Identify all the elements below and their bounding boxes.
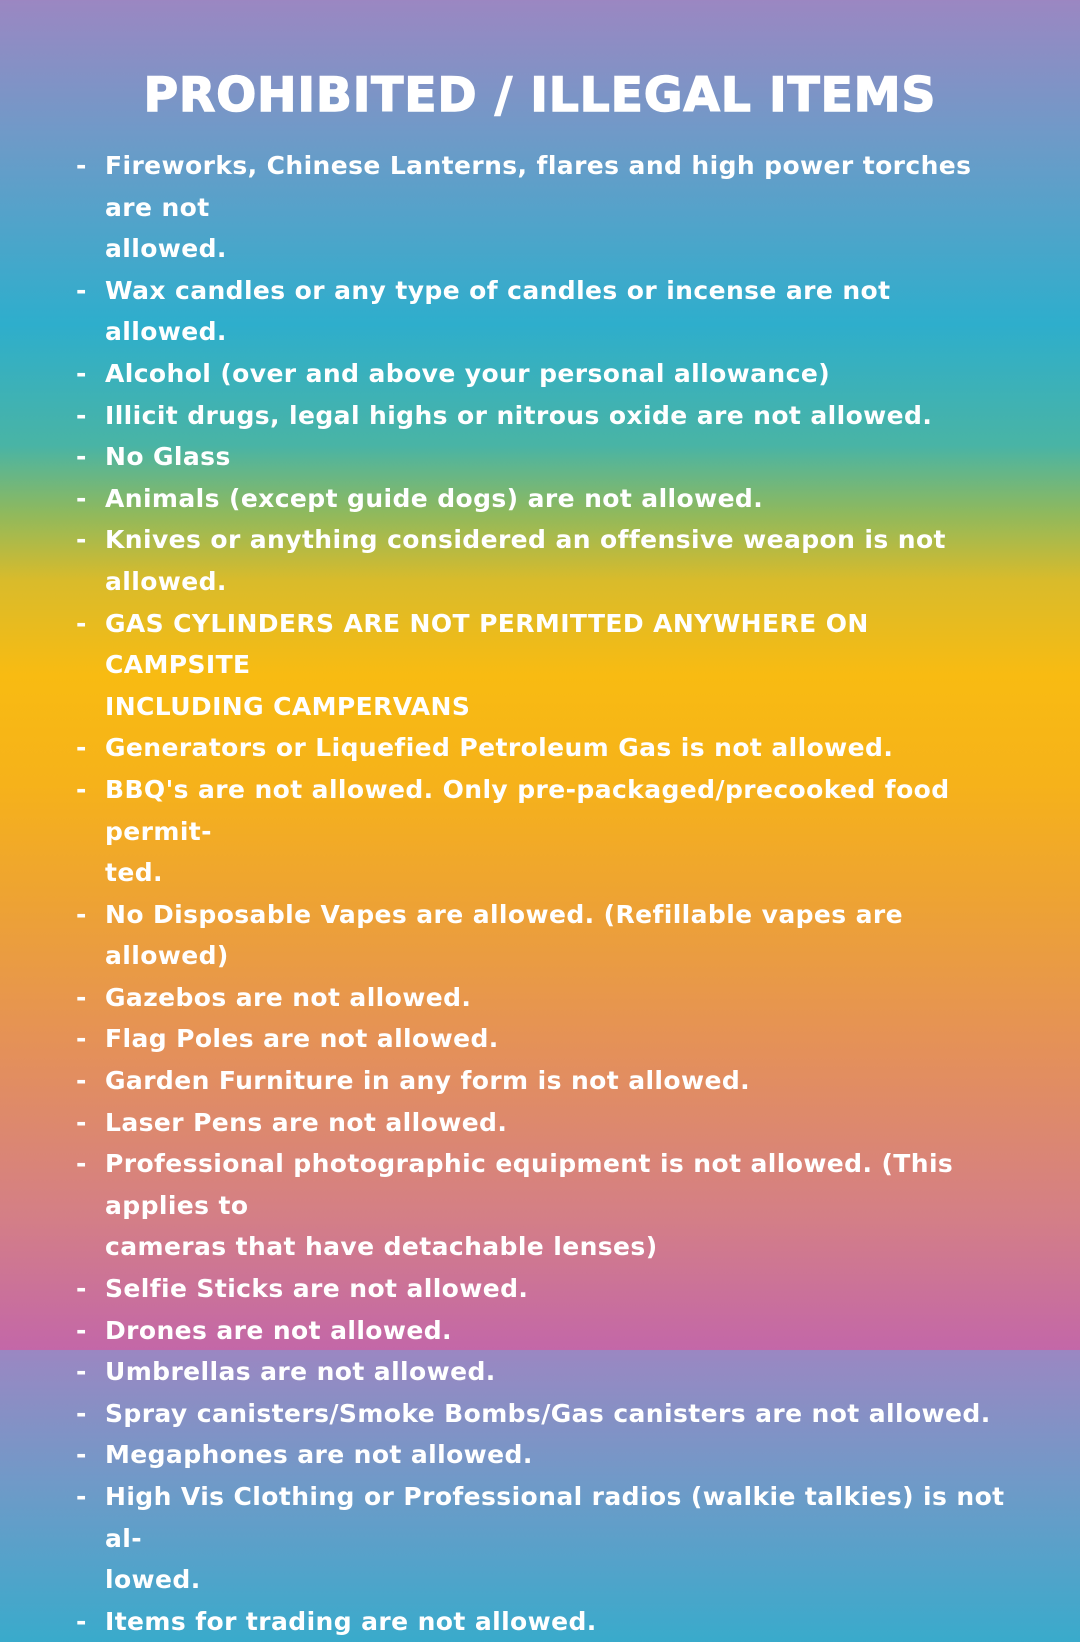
list-item-text: cameras that have detachable lenses) bbox=[105, 1232, 658, 1262]
bullet-dash: - bbox=[76, 358, 87, 388]
list-item bbox=[0, 727, 1080, 769]
list-item-text: lowed. bbox=[105, 1565, 201, 1595]
bullet-dash: - bbox=[76, 275, 87, 305]
list-item-text: Animals (except guide dogs) are not allowed. bbox=[105, 483, 764, 513]
list-item bbox=[0, 894, 1080, 977]
list-item-text: Laser Pens are not allowed. bbox=[105, 1107, 508, 1137]
list-item-text: Flag Poles are not allowed. bbox=[105, 1024, 499, 1054]
list-item bbox=[0, 1393, 1080, 1435]
list-item bbox=[0, 1351, 1080, 1393]
list-item-text: Gazebos are not allowed. bbox=[105, 982, 472, 1012]
list-item-text: Umbrellas are not allowed. bbox=[105, 1357, 496, 1387]
list-item-text: INCLUDING CAMPERVANS bbox=[105, 691, 471, 721]
bullet-dash: - bbox=[76, 400, 87, 430]
list-item-text: BBQ's are not allowed. Only pre-packaged/precooked food permit- bbox=[105, 774, 950, 846]
list-item-text: Fireworks, Chinese Lanterns, flares and high power torches are not bbox=[105, 151, 972, 222]
list-item-text: Garden Furniture in any form is not allowed. bbox=[105, 1066, 751, 1096]
list-item bbox=[0, 1143, 1080, 1268]
page-title: PROHIBITED / ILLEGAL ITEMS bbox=[143, 68, 937, 123]
list-item-text: allowed. bbox=[105, 234, 227, 264]
list-item bbox=[0, 1018, 1080, 1060]
list-item bbox=[0, 436, 1080, 478]
list-item-text: Wax candles or any type of candles or incense are not allowed. bbox=[105, 275, 891, 347]
list-item-text: Items for trading are not allowed. bbox=[105, 1606, 597, 1636]
list-item-text: GAS CYLINDERS ARE NOT PERMITTED ANYWHERE ON CAMPSITE bbox=[105, 608, 869, 680]
list-item bbox=[0, 769, 1080, 894]
bullet-dash: - bbox=[76, 1024, 87, 1054]
bullet-dash: - bbox=[76, 733, 87, 763]
bullet-dash: - bbox=[76, 442, 87, 472]
bullet-dash: - bbox=[76, 1315, 87, 1345]
list-item bbox=[0, 1601, 1080, 1642]
list-item-text: Drones are not allowed. bbox=[105, 1315, 452, 1345]
list-item bbox=[0, 603, 1080, 728]
bullet-dash: - bbox=[76, 1107, 87, 1137]
list-item-text: Alcohol (over and above your personal allowance) bbox=[105, 358, 831, 388]
list-item-text: No Glass bbox=[105, 442, 231, 472]
list-item bbox=[0, 519, 1080, 602]
bullet-dash: - bbox=[76, 1066, 87, 1096]
list-item bbox=[0, 395, 1080, 437]
bullet-dash: - bbox=[76, 525, 87, 555]
list-item-text: Generators or Liquefied Petroleum Gas is not allowed. bbox=[105, 733, 894, 763]
list-item-text: Selfie Sticks are not allowed. bbox=[105, 1274, 529, 1304]
bullet-dash: - bbox=[76, 1482, 87, 1511]
bullet-dash: - bbox=[76, 1274, 87, 1304]
list-item-text: Megaphones are not allowed. bbox=[105, 1440, 533, 1470]
bullet-dash: - bbox=[76, 483, 87, 513]
list-item-text: No Disposable Vapes are allowed. (Refillable vapes are allowed) bbox=[105, 899, 903, 971]
list-item bbox=[0, 1060, 1080, 1102]
list-item-text: Professional photographic equipment is not allowed. (This applies to bbox=[105, 1149, 954, 1220]
list-item-text: High Vis Clothing or Professional radios (walkie talkies) is not al- bbox=[105, 1482, 1005, 1553]
bullet-dash: - bbox=[76, 1440, 87, 1470]
list-item bbox=[0, 1268, 1080, 1310]
bullet-dash: - bbox=[76, 1398, 87, 1428]
bullet-dash: - bbox=[76, 1606, 87, 1636]
bullet-dash: - bbox=[76, 608, 87, 638]
list-item-text: Spray canisters/Smoke Bombs/Gas canisters are not allowed. bbox=[105, 1398, 991, 1428]
list-item bbox=[0, 977, 1080, 1019]
list-item bbox=[0, 1434, 1080, 1476]
bullet-dash: - bbox=[76, 1149, 87, 1179]
prohibited-items-list bbox=[0, 145, 1080, 1642]
list-item bbox=[0, 270, 1080, 353]
list-item bbox=[0, 478, 1080, 520]
list-item-text: Illicit drugs, legal highs or nitrous oxide are not allowed. bbox=[105, 400, 933, 430]
list-item bbox=[0, 1476, 1080, 1601]
bullet-dash: - bbox=[76, 774, 87, 804]
bullet-dash: - bbox=[76, 151, 87, 180]
bullet-dash: - bbox=[76, 899, 87, 929]
list-item-text: ted. bbox=[105, 858, 163, 888]
list-item bbox=[0, 353, 1080, 395]
list-item bbox=[0, 1310, 1080, 1352]
list-item bbox=[0, 145, 1080, 270]
list-item bbox=[0, 1102, 1080, 1144]
bullet-dash: - bbox=[76, 982, 87, 1012]
bullet-dash: - bbox=[76, 1357, 87, 1387]
list-item-text: Knives or anything considered an offensive weapon is not allowed. bbox=[105, 525, 946, 596]
